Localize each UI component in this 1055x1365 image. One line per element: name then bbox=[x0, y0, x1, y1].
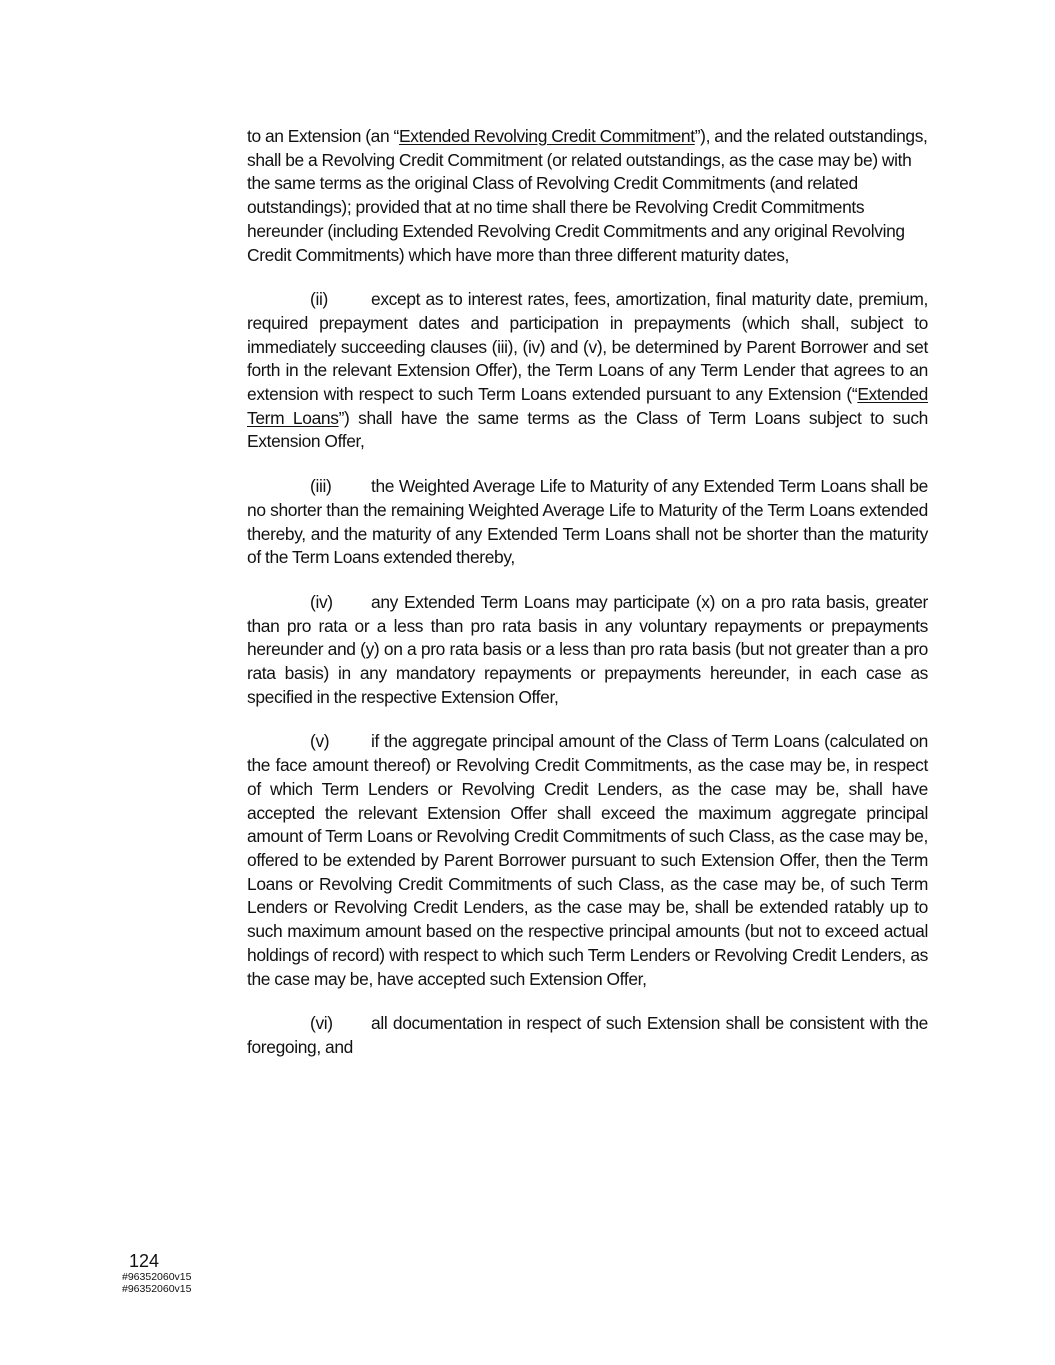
clause-text: the Weighted Average Life to Maturity of any Extended Term Loans shall be no shorter than the remaining Weighted Average Life to Maturity of the Term Loans extended thereby, and the maturity of any Extended Term Loans shall not be shorter than the maturity of the Term Loans extended thereby, bbox=[247, 476, 928, 568]
clause-v-paragraph bbox=[247, 730, 928, 991]
clause-text-before: except as to interest rates, fees, amortization, final maturity date, premium, required prepayment dates and participation in prepayments (which shall, subject to immediately succeeding clauses (iii), (iv) and (v), be determined by Parent Borrower and set forth in the relevant Extension Offer), the Term Loans of any Term Lender that agrees to an extension with respect to such Term Loans extended pursuant to any Extension (“ bbox=[247, 289, 928, 405]
defined-term-extended-revolving-credit-commitment: Extended Revolving Credit Commitment bbox=[398, 126, 695, 146]
clause-text: all documentation in respect of such Extension shall be consistent with the foregoing, and bbox=[247, 1013, 928, 1057]
clause-iv-paragraph bbox=[247, 591, 928, 710]
intro-paragraph bbox=[247, 125, 928, 267]
clause-text: any Extended Term Loans may participate (x) on a pro rata basis, greater than pro rata or a less than pro rata basis in any voluntary repayments or prepayments hereunder and (y) on a pro rata basis or a less than pro rata basis (but not greater than a pro rata basis) in any mandatory repayments or prepayments hereunder, in each case as specified in the respective Extension Offer, bbox=[247, 591, 928, 707]
clause-ii-paragraph bbox=[247, 288, 928, 454]
clause-number: (v) bbox=[310, 731, 330, 752]
clause-number: (vi) bbox=[310, 1013, 333, 1034]
clause-iii-paragraph bbox=[247, 475, 928, 570]
clause-vi-paragraph bbox=[247, 1012, 928, 1059]
intro-text-before: to an Extension (an “ bbox=[247, 126, 399, 146]
defined-term-extended-term-loans: Extended Term Loans bbox=[247, 384, 928, 428]
document-id: #96352060v15 bbox=[122, 1271, 192, 1283]
page-number: 124 bbox=[129, 1251, 160, 1271]
clause-number: (ii) bbox=[310, 289, 328, 310]
clause-number: (iii) bbox=[310, 476, 332, 497]
clause-text: if the aggregate principal amount of the Class of Term Loans (calculated on the face amount thereof) or Revolving Credit Commitments, as the case may be, in respect of which Term Lenders or Revolving Credit Lenders, as the case may be, shall have accepted the relevant Extension Offer shall exceed the maximum aggregate principal amount of Term Loans or Revolving Credit Commitments of such Class, as the case may be, offered to be extended by Parent Borrower pursuant to such Extension Offer, then the Term Loans or Revolving Credit Commitments of such Class, as the case may be, of such Term Lenders or Revolving Credit Lenders, as the case may be, shall be extended ratably up to such maximum amount based on the respective principal amounts (but not to exceed actual holdings of record) with respect to which such Term Lenders or Revolving Credit Lenders, as the case may be, have accepted such Extension Offer, bbox=[247, 731, 928, 989]
clause-text-after: ”) shall have the same terms as the Class of Term Loans subject to such Extension Offer, bbox=[247, 407, 928, 452]
document-id: #96352060v15 bbox=[122, 1283, 192, 1295]
clause-number: (iv) bbox=[310, 591, 333, 612]
intro-text-after: ”), and the related outstandings, shall be a Revolving Credit Commitment (or related outstandings, as the case may be) with the same terms as the original Class of Revolving Credit Commitments (and related outstandings); provided that at no time shall there be Revolving Credit Commitments hereunder (including Extended Revolving Credit Commitments and any original Revolving Credit Commitments) which have more than three different maturity dates, bbox=[247, 126, 928, 265]
document-body bbox=[247, 125, 928, 1060]
page-footer bbox=[122, 1251, 192, 1295]
